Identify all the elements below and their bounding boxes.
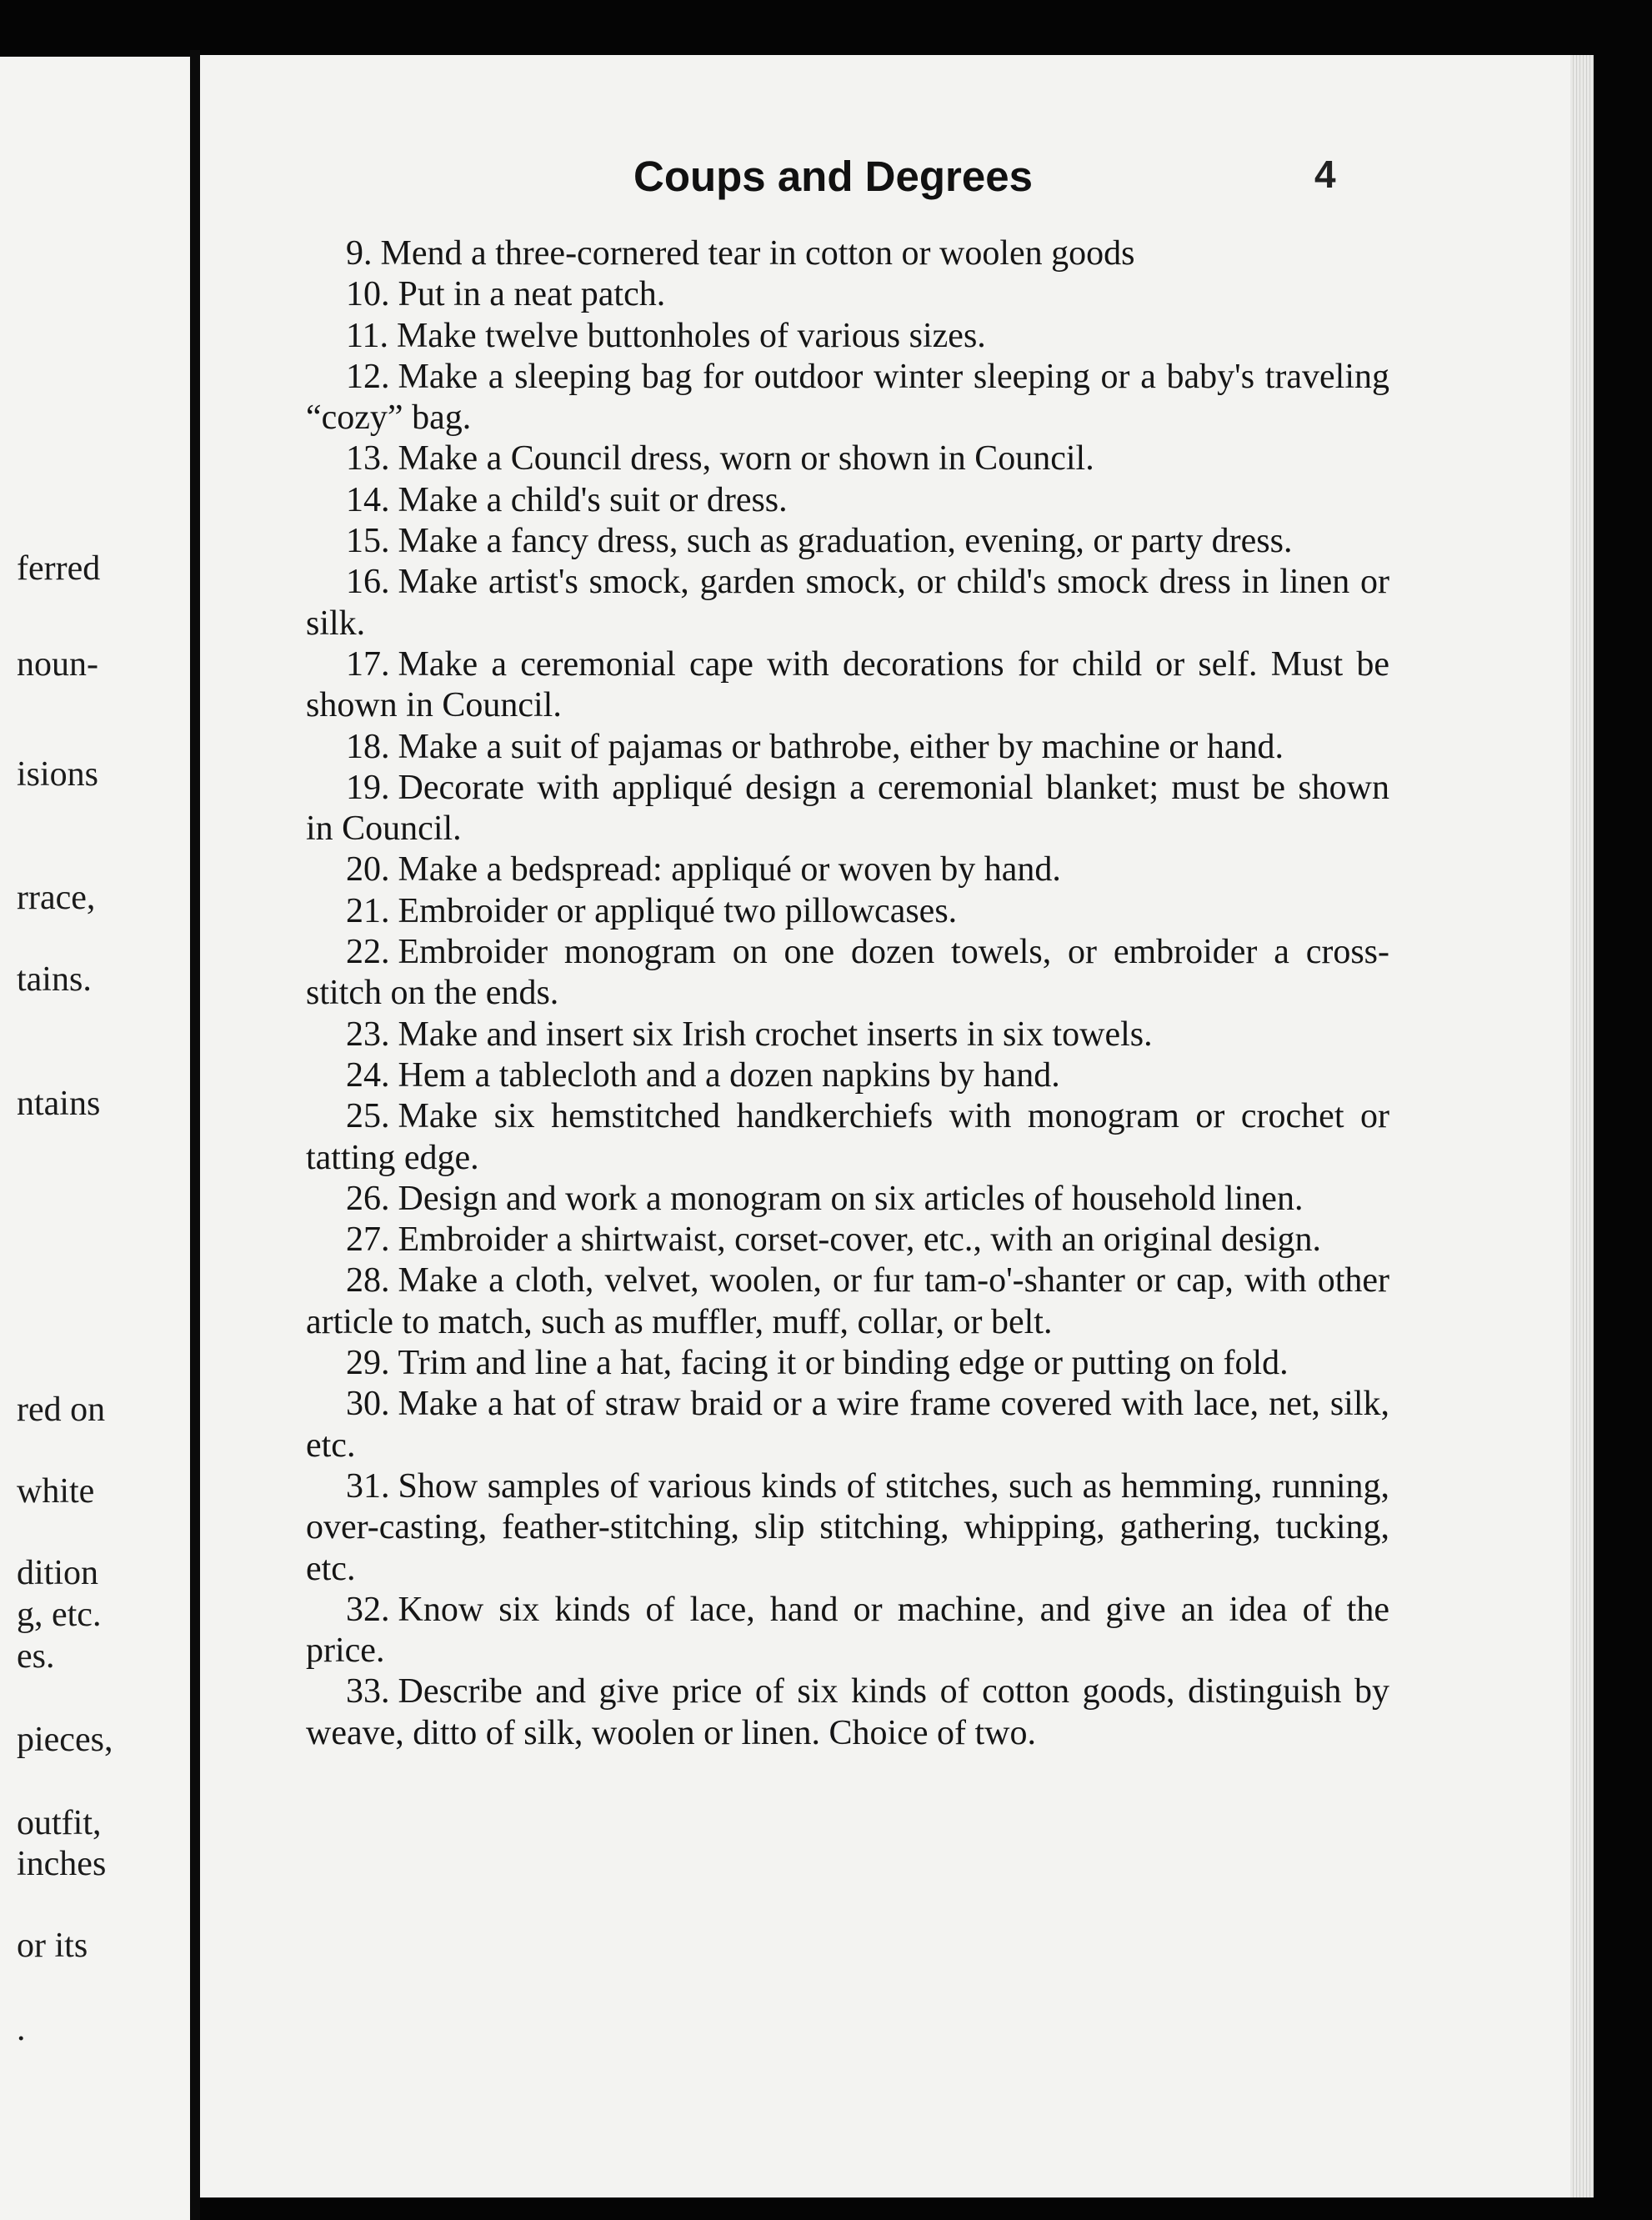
requirements-list: [306, 233, 1389, 1754]
list-item: [306, 1096, 1389, 1179]
list-item: [306, 1671, 1389, 1754]
facing-page-fragment: noun-: [17, 645, 98, 684]
list-item: [306, 891, 1389, 932]
facing-page-left: [0, 57, 190, 2220]
item-number: 30.: [346, 1385, 390, 1424]
facing-page-fragment: ferred: [17, 549, 101, 588]
item-text: Make a fancy dress, such as graduation, evening, or party dress.: [398, 522, 1293, 561]
list-item: [306, 562, 1389, 644]
facing-page-fragment: or its: [17, 1927, 88, 1965]
item-text: Trim and line a hat, facing it or binding edge or putting on fold.: [398, 1344, 1289, 1383]
item-number: 20.: [346, 850, 390, 890]
facing-page-fragment: isions: [17, 755, 99, 794]
item-number: 15.: [346, 522, 390, 561]
list-item: [306, 521, 1389, 562]
item-text: Embroider or appliqué two pillowcases.: [398, 891, 958, 930]
item-number: 26.: [346, 1179, 390, 1218]
item-number: 9.: [346, 234, 373, 273]
item-number: 22.: [346, 933, 390, 972]
item-text: Make a bedspread: appliqué or woven by hand.: [398, 850, 1061, 890]
item-text: Know six kinds of lace, hand or machine, and give an idea of the price.: [306, 1590, 1389, 1671]
list-item: [306, 932, 1389, 1015]
facing-page-fragment: .: [17, 2010, 26, 2048]
facing-page-fragment: rrace,: [17, 879, 96, 917]
item-text: Make a Council dress, worn or shown in Council.: [398, 439, 1094, 479]
item-number: 29.: [346, 1344, 390, 1383]
list-item: [306, 274, 1389, 315]
page-stack-edge: [1570, 55, 1594, 2197]
item-text: Make a cloth, velvet, woolen, or fur tam-o'-shanter or cap, with other article to match, such as muffler, muff, collar, or belt.: [306, 1261, 1389, 1341]
list-item: [306, 849, 1389, 890]
item-text: Make a suit of pajamas or bathrobe, either by machine or hand.: [398, 727, 1284, 766]
item-text: Hem a tablecloth and a dozen napkins by hand.: [398, 1055, 1060, 1095]
list-item: [306, 1260, 1389, 1343]
list-item: [306, 644, 1389, 727]
item-number: 32.: [346, 1590, 390, 1629]
item-text: Put in a neat patch.: [398, 275, 666, 314]
list-item: [306, 233, 1389, 274]
item-text: Describe and give price of six kinds of cotton goods, distinguish by weave, ditto of silk, woolen or linen. Choice of two.: [306, 1672, 1389, 1752]
item-number: 24.: [346, 1055, 390, 1095]
facing-page-fragment: g, etc.: [17, 1596, 102, 1634]
facing-page-fragment: red on: [17, 1391, 106, 1429]
item-number: 21.: [346, 891, 390, 930]
item-text: Make and insert six Irish crochet inserts in six towels.: [398, 1015, 1153, 1054]
facing-page-fragment: inches: [17, 1845, 107, 1883]
item-number: 11.: [346, 316, 388, 355]
facing-page-fragment: pieces,: [17, 1721, 113, 1759]
list-item: [306, 357, 1389, 439]
list-item: [306, 1055, 1389, 1096]
item-text: Design and work a monogram on six articles of household linen.: [398, 1179, 1304, 1218]
list-item: [306, 1220, 1389, 1260]
item-text: Make a hat of straw braid or a wire frame covered with lace, net, silk, etc.: [306, 1385, 1389, 1465]
item-text: Decorate with appliqué design a ceremonial blanket; must be shown in Council.: [306, 768, 1389, 849]
item-number: 23.: [346, 1015, 390, 1054]
facing-page-fragment: outfit,: [17, 1804, 102, 1842]
facing-page-fragment: dition: [17, 1554, 99, 1592]
item-text: Make a ceremonial cape with decorations for child or self. Must be shown in Council.: [306, 644, 1389, 725]
item-number: 28.: [346, 1261, 390, 1300]
item-text: Make twelve buttonholes of various sizes.: [396, 316, 986, 355]
list-item: [306, 727, 1389, 768]
item-number: 19.: [346, 768, 390, 807]
list-item: [306, 1179, 1389, 1220]
item-number: 10.: [346, 275, 390, 314]
list-item: [306, 1590, 1389, 1672]
item-number: 12.: [346, 357, 390, 396]
facing-page-fragment: tains.: [17, 960, 92, 999]
list-item: [306, 438, 1389, 479]
list-item: [306, 1343, 1389, 1384]
item-text: Mend a three-cornered tear in cotton or woolen goods: [380, 234, 1135, 273]
item-number: 14.: [346, 480, 390, 519]
item-number: 18.: [346, 727, 390, 766]
list-item: [306, 768, 1389, 850]
item-text: Make six hemstitched handkerchiefs with monogram or crochet or tatting edge.: [306, 1097, 1389, 1177]
item-number: 16.: [346, 563, 390, 602]
facing-page-fragment: es.: [17, 1637, 55, 1676]
item-text: Make a sleeping bag for outdoor winter sleeping or a baby's traveling “cozy” bag.: [306, 357, 1389, 438]
facing-page-fragment: ntains: [17, 1085, 101, 1123]
item-text: Embroider monogram on one dozen towels, or embroider a cross-stitch on the ends.: [306, 933, 1389, 1013]
page-number: 4: [1314, 153, 1336, 196]
list-item: [306, 1384, 1389, 1466]
list-item: [306, 1015, 1389, 1055]
facing-page-fragment: white: [17, 1472, 95, 1511]
item-number: 17.: [346, 644, 390, 684]
item-number: 33.: [346, 1672, 390, 1711]
running-head: Coups and Degrees: [633, 153, 1033, 200]
item-text: Embroider a shirtwaist, corset-cover, etc., with an original design.: [398, 1220, 1321, 1260]
item-text: Make artist's smock, garden smock, or child's smock dress in linen or silk.: [306, 563, 1389, 643]
item-text: Make a child's suit or dress.: [398, 480, 788, 519]
list-item: [306, 316, 1389, 357]
item-number: 31.: [346, 1466, 390, 1506]
list-item: [306, 480, 1389, 521]
item-text: Show samples of various kinds of stitches, such as hemming, running, over-casting, feather-stitching, slip stitching, whipping, gathering, tucking, etc.: [306, 1466, 1389, 1588]
item-number: 25.: [346, 1097, 390, 1136]
item-number: 13.: [346, 439, 390, 479]
item-number: 27.: [346, 1220, 390, 1260]
list-item: [306, 1466, 1389, 1590]
book-spine-gutter: [190, 50, 200, 2220]
